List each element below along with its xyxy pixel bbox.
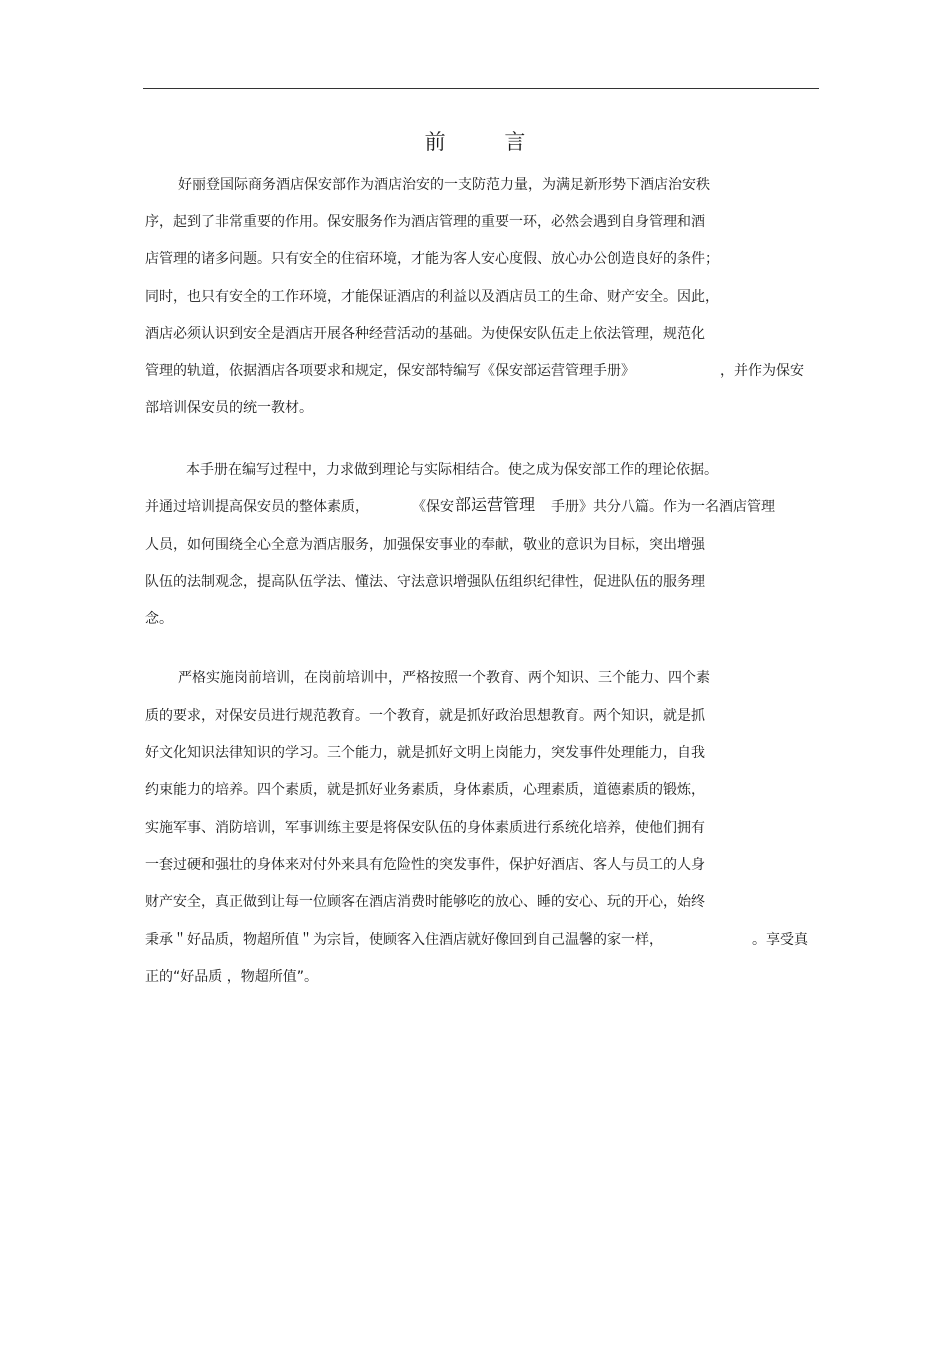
paragraph-1-line-5: 酒店必须认识到安全是酒店开展各种经营活动的基础。为使保安队伍走上依法管理，规范化 — [145, 326, 705, 342]
paragraph-3-line-7: 财产安全，真正做到让每一位顾客在酒店消费时能够吃的放心、睡的安心、玩的开心，始终 — [145, 894, 705, 910]
paragraph-1-line-2: 序，起到了非常重要的作用。保安服务作为酒店管理的重要一环，必然会遇到自身管理和酒 — [145, 214, 705, 230]
paragraph-2-line-2b: 《保安 — [412, 499, 454, 515]
paragraph-3-line-5: 实施军事、消防培训，军事训练主要是将保安队伍的身体素质进行系统化培养，使他们拥有 — [145, 820, 705, 836]
paragraph-1-line-3: 店管理的诸多问题。只有安全的住宿环境，才能为客人安心度假、放心办公创造良好的条件； — [145, 251, 719, 267]
paragraph-2-line-1: 本手册在编写过程中，力求做到理论与实际相结合。使之成为保安部工作的理论依据。 — [186, 462, 718, 478]
paragraph-3-line-4: 约束能力的培养。四个素质，就是抓好业务素质，身体素质，心理素质，道德素质的锻炼， — [145, 782, 705, 798]
header-rule — [143, 88, 819, 89]
paragraph-3-line-1: 严格实施岗前培训，在岗前培训中，严格按照一个教育、两个知识、三个能力、四个素 — [178, 670, 710, 686]
paragraph-3-line-2: 质的要求，对保安员进行规范教育。一个教育，就是抓好政治思想教育。两个知识，就是抓 — [145, 708, 705, 724]
paragraph-2-line-2a: 并通过培训提高保安员的整体素质， — [145, 499, 369, 515]
paragraph-2-line-3: 人员，如何围绕全心全意为酒店服务，加强保安事业的奉献，敬业的意识为目标，突出增强 — [145, 537, 705, 553]
paragraph-1-line-6b: ，并作为保安 — [720, 363, 804, 379]
paragraph-3-line-8b: 。享受真 — [752, 932, 808, 948]
paragraph-2-line-4: 队伍的法制观念，提高队伍学法、懂法、守法意识增强队伍组织纪律性，促进队伍的服务理 — [145, 574, 705, 590]
paragraph-1-line-1: 好丽登国际商务酒店保安部作为酒店治安的一支防范力量，为满足新形势下酒店治安秩 — [178, 177, 710, 193]
paragraph-2-line-2c: 部运营管理 — [455, 495, 536, 514]
paragraph-2-line-5: 念。 — [145, 611, 173, 627]
paragraph-1-line-7: 部培训保安员的统一教材。 — [145, 400, 313, 416]
paragraph-1-line-4: 同时，也只有安全的工作环境，才能保证酒店的利益以及酒店员工的生命、财产安全。因此， — [145, 289, 719, 305]
paragraph-3-line-9: 正的“好品质 ，物超所值”。 — [145, 969, 318, 985]
paragraph-3-line-8a: 秉承＂好品质，物超所值＂为宗旨，使顾客入住酒店就好像回到自己温馨的家一样， — [145, 932, 663, 948]
paragraph-1-line-6a: 管理的轨道，依据酒店各项要求和规定，保安部特编写《保安部运营管理手册》 — [145, 363, 635, 379]
page-title: 前 言 — [424, 130, 552, 154]
paragraph-2-line-2d: 手册》共分八篇。作为一名酒店管理 — [551, 499, 775, 515]
paragraph-3-line-6: 一套过硬和强壮的身体来对付外来具有危险性的突发事件，保护好酒店、客人与员工的人身 — [145, 857, 705, 873]
paragraph-3-line-3: 好文化知识法律知识的学习。三个能力，就是抓好文明上岗能力，突发事件处理能力，自我 — [145, 745, 705, 761]
